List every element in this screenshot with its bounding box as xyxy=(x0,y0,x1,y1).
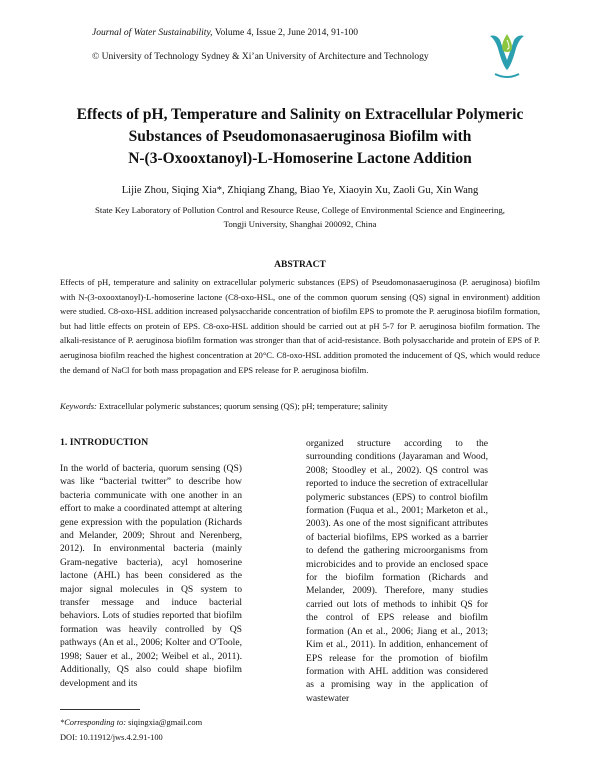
affiliation-line-2: Tongji University, Shanghai 200092, China xyxy=(223,219,377,229)
journal-citation xyxy=(92,28,358,38)
section-heading-introduction: 1. INTRODUCTION xyxy=(60,437,149,448)
corresponding-email[interactable]: siqingxia@gmail.com xyxy=(128,718,203,727)
water-drop-logo-icon xyxy=(486,30,528,82)
footnote xyxy=(60,715,202,745)
body-column-right: organized structure according to the surrounding conditions (Jayaraman and Wood, 2008; Stoodley et al., 2002). QS control was reported to induce the secretion of extracellular polymeric substances (EPS) to control biofilm formation (Fuqua et al., 2001; Marketon et al., 2003). As one of the most significant attributes of bacterial biofilms, EPS worked as a barrier to defend the gathering microorganisms from microbicides and to provide an enclosed space for the biofilm formation (Richards and Melander, 2009). Therefore, many studies carried out lots of methods to inhibit QS for the control of EPS release and biofilm formation (An et al., 2006; Jiang et al., 2013; Kim et al., 2011). In addition, enhancement of EPS release for the promotion of biofilm formation with AHL addition was considered as a promising way in the application of wastewater xyxy=(306,438,488,704)
corresponding-label: *Corresponding to: xyxy=(60,718,126,727)
journal-details: Volume 4, Issue 2, June 2014, 91-100 xyxy=(214,28,358,38)
abstract-text: Effects of pH, temperature and salinity on extracellular polymeric substances (EPS) of Pseudomonasaeruginosa (P. aeruginosa) biofilm with N-(3-oxooxtanoyl)-L-homoserine lactone (C8-oxo-HSL, one of the common quorum sensing (QS) signal in environment) addition were studied. C8-oxo-HSL addition increased polysaccharide concentration of biofilm EPS to promote the P. aeruginosa biofilm formation, but had little effects on protein of EPS. C8-oxo-HSL addition should be carried out at pH 5-7 for P. aeruginosa biofilm formation. The alkali-resistance of P. aeruginosa biofilm formation was stronger than that of acid-resistance. Both polysaccharide and protein of EPS of P. aeruginosa biofilm reached the highest concentration at 20°C. C8-oxo-HSL addition promoted the inducement of QS, which would reduce the demand of NaCl for both mass propagation and EPS release for P. aeruginosa biofilm. xyxy=(60,277,540,375)
keywords-text: Extracellular polymeric substances; quorum sensing (QS); pH; temperature; salinity xyxy=(99,401,388,411)
affiliation-line-1: State Key Laboratory of Pollution Control and Resource Reuse, College of Environmental Science and Engineering, xyxy=(95,205,505,215)
keywords-label: Keywords: xyxy=(60,401,97,411)
title-line-3: N-(3-Oxooxtanoyl)-L-Homoserine Lactone Addition xyxy=(128,150,472,167)
affiliation xyxy=(60,203,540,231)
paper-title xyxy=(60,104,540,170)
corresponding-author xyxy=(60,715,202,730)
author-list: Lijie Zhou, Siqing Xia*, Zhiqiang Zhang, Biao Ye, Xiaoyin Xu, Zaoli Gu, Xin Wang xyxy=(121,185,479,196)
keywords-line xyxy=(60,401,540,411)
title-line-2: Substances of Pseudomonasaeruginosa Biofilm with xyxy=(128,128,472,145)
title-line-1: Effects of pH, Temperature and Salinity on Extracellular Polymeric xyxy=(76,106,524,123)
abstract-heading: ABSTRACT xyxy=(274,260,326,270)
doi: DOI: 10.11912/jws.4.2.91-100 xyxy=(60,733,163,742)
copyright-line: © University of Technology Sydney & Xi’an University of Architecture and Technology xyxy=(92,52,429,62)
body-column-left: In the world of bacteria, quorum sensing (QS) was like “bacterial twitter” to describe how bacteria communicate with one another in an effort to make a coordinated attempt at altering gene expression with the population (Richards and Melander, 2009; Shrout and Nerenberg, 2012). In environmental bacteria (mainly Gram-negative bacteria), acyl homoserine lactone (AHL) has been considered as the major signal molecules in QS system to transfer message and induce bacterial behaviors. Lots of studies reported that biofilm formation was heavily controlled by QS pathways (An et al., 2006; Kolter and O'Toole, 1998; Sauer et al., 2002; Weibel et al., 2011). Additionally, QS also could shape biofilm development and its xyxy=(60,463,242,689)
journal-name: Journal of Water Sustainability, xyxy=(92,28,213,38)
footnote-divider xyxy=(60,709,140,710)
